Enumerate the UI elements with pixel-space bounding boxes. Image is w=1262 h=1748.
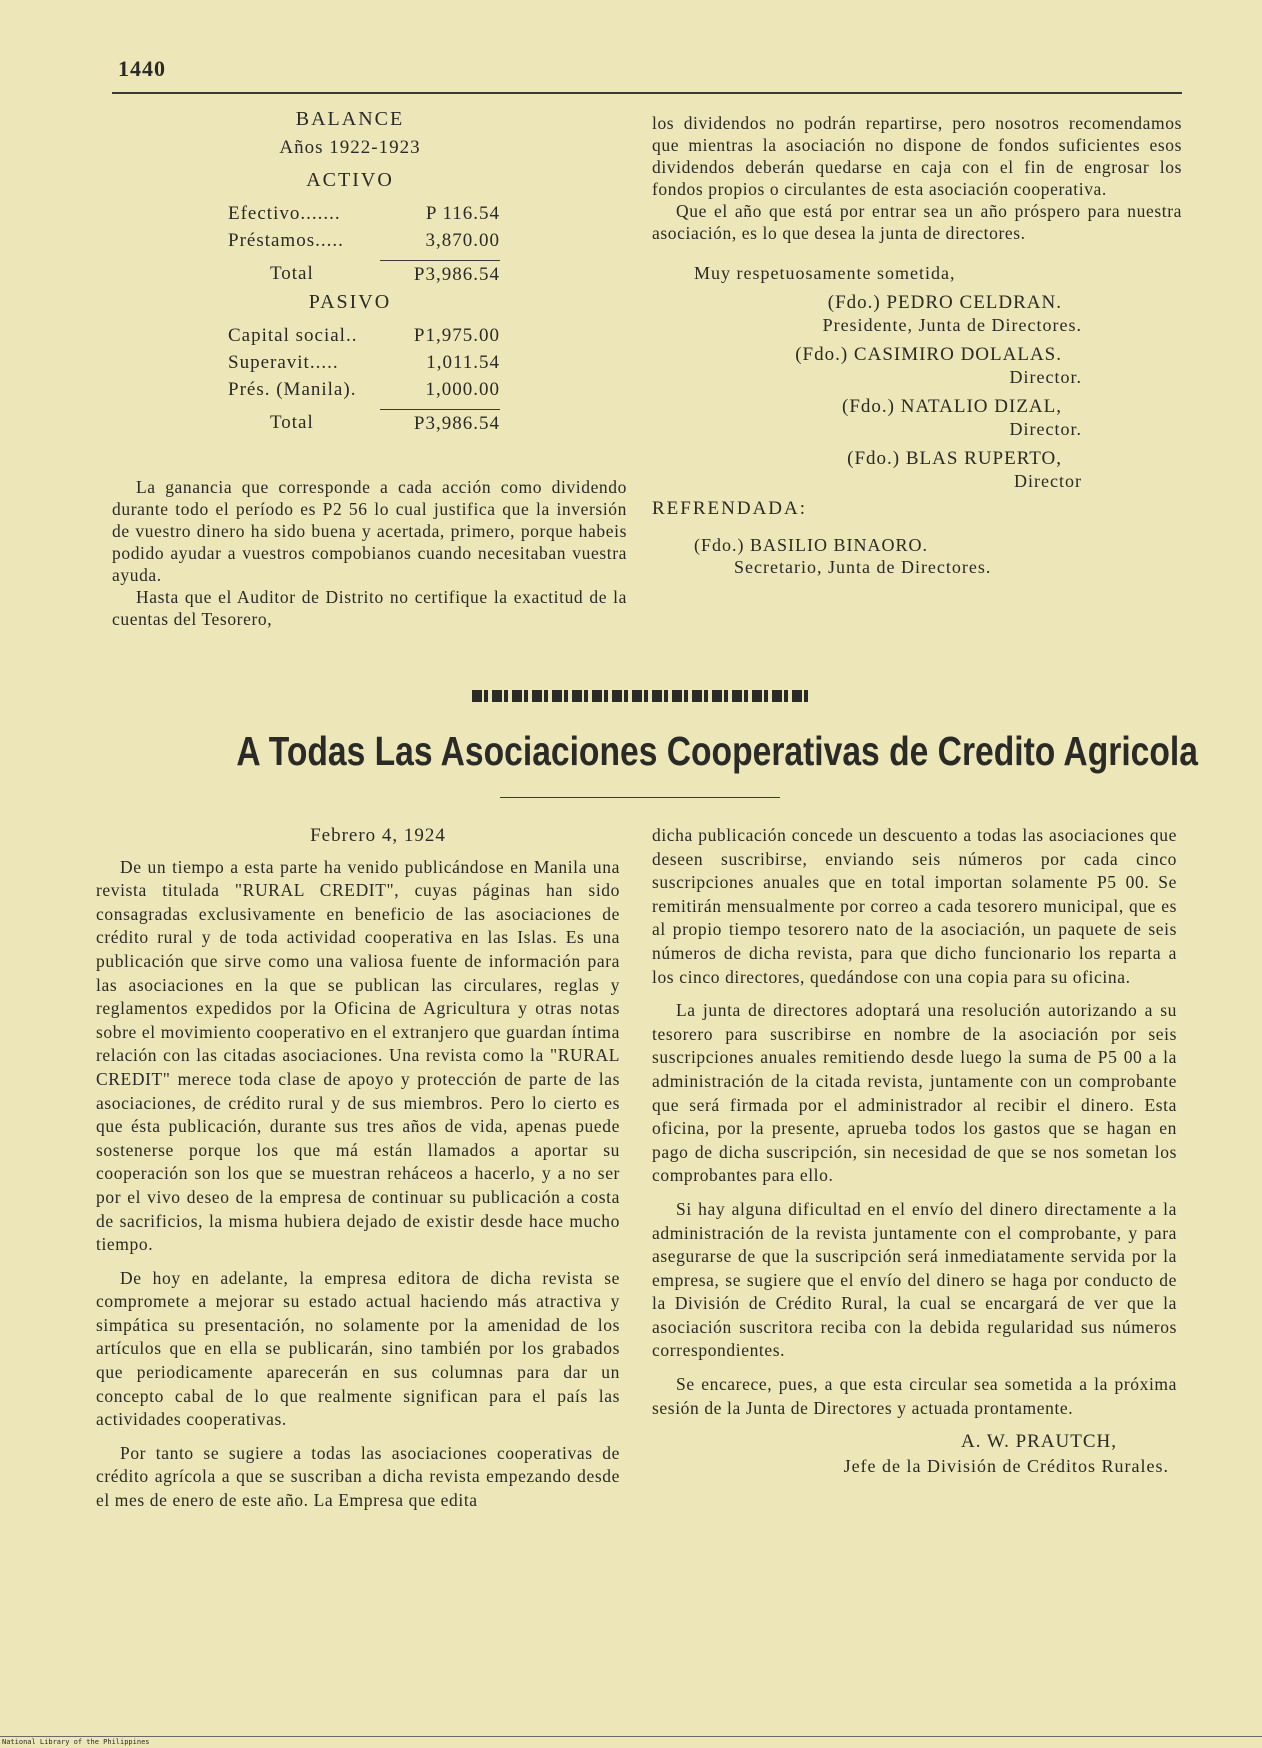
article-right-column bbox=[652, 824, 1177, 1478]
liability-amount: 1,000.00 bbox=[425, 379, 500, 400]
liability-amount: P1,975.00 bbox=[413, 325, 500, 346]
secretary-name: (Fdo.) BASILIO BINAORO. bbox=[694, 535, 928, 555]
assets-heading: ACTIVO bbox=[306, 169, 394, 191]
liabilities-total-row bbox=[200, 409, 500, 436]
liability-label: Capital social.. bbox=[228, 325, 358, 346]
report-paragraph: Que el año que está por entrar sea un año próspero para nuestra asociación, es lo que desea la junta de directores. bbox=[652, 201, 1182, 243]
signature-role: Director. bbox=[1009, 367, 1082, 387]
article-left-column bbox=[96, 824, 620, 1523]
assets-total-label: Total bbox=[270, 263, 314, 284]
article-signature-role: Jefe de la División de Créditos Rurales. bbox=[843, 1456, 1169, 1477]
signature bbox=[652, 344, 1182, 388]
signature-role: Director bbox=[1014, 471, 1082, 491]
assets-total-amount: P3,986.54 bbox=[380, 260, 500, 287]
liability-row bbox=[200, 322, 500, 349]
page-number: 1440 bbox=[118, 56, 166, 81]
balance-years: Años 1922-1923 bbox=[279, 137, 421, 158]
article-paragraph: De hoy en adelante, la empresa editora de dicha revista se compromete a mejorar su estado actual haciendo más atractiva y simpática su presentación, no solamente por la amenidad de los artículos que en ella se publicarán, sino también por los grabados que periodicamente aparecerán en sus columnas para dar un concepto cabal de lo que realmente significan para el país las actividades cooperativas. bbox=[96, 1267, 620, 1430]
signature-name: (Fdo.) NATALIO DIZAL, bbox=[842, 396, 1062, 417]
signature-name: (Fdo.) PEDRO CELDRAN. bbox=[827, 292, 1062, 313]
liability-row bbox=[200, 349, 500, 376]
signature-role: Director. bbox=[1009, 419, 1082, 439]
secretary-role: Secretario, Junta de Directores. bbox=[734, 557, 992, 577]
asset-row bbox=[200, 227, 500, 254]
asset-label: Préstamos..... bbox=[228, 230, 344, 251]
asset-label: Efectivo....... bbox=[228, 203, 341, 224]
asset-amount: 3,870.00 bbox=[425, 230, 500, 251]
signature-name: (Fdo.) CASIMIRO DOLALAS. bbox=[795, 344, 1062, 365]
asset-row bbox=[200, 200, 500, 227]
signature bbox=[652, 448, 1182, 492]
liability-amount: 1,011.54 bbox=[426, 352, 500, 373]
refrendada-label: REFRENDADA: bbox=[652, 498, 808, 519]
signature bbox=[652, 396, 1182, 440]
article-signature-name: A. W. PRAUTCH, bbox=[961, 1431, 1117, 1453]
article-headline: A Todas Las Asociaciones Cooperativas de Credito Agricola bbox=[236, 728, 1198, 774]
headline-rule bbox=[500, 797, 780, 798]
asset-amount: P 116.54 bbox=[425, 203, 500, 224]
footer-rule bbox=[0, 1736, 1262, 1737]
article-paragraph: dicha publicación concede un descuento a todas las asociaciones que deseen suscribirse, enviando seis números por cada cinco suscripciones anuales que en total importan solamente P5 00. Se remitirán mensualmente por correo a cada tesorero municipal, que es al propio tiempo tesorero nato de la asociación, un paquete de seis números de dicha revista, para que dicho funcionario los reparta a los cinco directores, quedándose con una copia para su oficina. bbox=[652, 825, 1177, 987]
article-paragraph: De un tiempo a esta parte ha venido publicándose en Manila una revista titulada "RURAL CREDIT", cuyas páginas han sido consagradas exclusivamente en beneficio de las asociaciones de crédito rural y de toda actividad cooperativa en las Islas. Es una publicación que sirve como una valiosa fuente de información para las asociaciones en la que se publican las circulares, reglas y reglamentos expedidos por la Oficina de Agricultura y otras notas sobre el movimiento cooperativo en el extranjero que guardan íntima relación con las citadas asociaciones. Una revista como la "RURAL CREDIT" merece toda clase de apoyo y protección de parte de las asociaciones, de crédito rural y de sus miembros. Pero lo cierto es que ésta publicación, durante sus tres años de vida, apenas puede sostenerse porque los que má están llamados a aportar su cooperación son los que se muestran reháceos a hacerlo, y a no ser por el vivo deseo de la empresa de continuar su publicación a costa de sacrificios, la misma hubiera dejado de existir desde hace mucho tiempo. bbox=[96, 856, 620, 1255]
signature-role: Presidente, Junta de Directores. bbox=[822, 315, 1082, 335]
liabilities-total-amount: P3,986.54 bbox=[380, 409, 500, 436]
liability-label: Prés. (Manila). bbox=[228, 379, 357, 400]
ornamental-divider bbox=[472, 690, 810, 702]
article-signature bbox=[652, 1430, 1177, 1478]
balance-sheet bbox=[200, 108, 500, 436]
report-left-column bbox=[112, 476, 627, 630]
article-paragraph: Por tanto se sugiere a todas las asociaciones cooperativas de crédito agrícola a que se suscriban a dicha revista empezando desde el mes de enero de este año. La Empresa que edita bbox=[96, 1442, 620, 1511]
liability-label: Superavit..... bbox=[228, 352, 339, 373]
closing-line: Muy respetuosamente sometida, bbox=[694, 263, 956, 283]
report-paragraph: Hasta que el Auditor de Distrito no certifique la exactitud de la cuentas del Tesorero, bbox=[112, 587, 627, 629]
report-paragraph: los dividendos no podrán repartirse, pero nosotros recomendamos que mientras la asociación no dispone de fondos suficientes esos dividendos deberán quedarse en caja con el fin de engrosar los fondos propios o circulantes de esta asociación cooperativa. bbox=[652, 113, 1182, 199]
report-right-column bbox=[652, 112, 1182, 578]
report-paragraph: La ganancia que corresponde a cada acción como dividendo durante todo el período es P2 56 lo cual justifica que la inversión de vuestro dinero ha sido buena y acertada, primero, porque habeis podido ayudar a vuestros compobianos cuando necesitaban vuestra ayuda. bbox=[112, 477, 627, 585]
article-paragraph: La junta de directores adoptará una resolución autorizando a su tesorero para suscribirse en nombre de la asociación por seis suscripciones anuales remitiendo desde luego la suma de P5 00 a la administración de la citada revista, juntamente con un comprobante que será firmada por el administrador al recibir el dinero. Esta oficina, por la presente, aprueba todos los gastos que se hagan en pago de dicha suscripción, sin necesidad de que se nos sometan los comprobantes para ello. bbox=[652, 1000, 1177, 1186]
signature bbox=[652, 292, 1182, 336]
liabilities-total-label: Total bbox=[270, 412, 314, 433]
assets-total-row bbox=[200, 260, 500, 287]
liabilities-heading: PASIVO bbox=[308, 291, 392, 313]
footer-credit: National Library of the Philippines bbox=[2, 1738, 150, 1746]
signature-name: (Fdo.) BLAS RUPERTO, bbox=[847, 448, 1062, 469]
article-paragraph: Si hay alguna dificultad en el envío del dinero directamente a la administración de la revista juntamente con el comprobante, y para asegurarse de que la suscripción será inmediatamente servida por la empresa, se sugiere que el envío del dinero se haga por conducto de la División de Crédito Rural, la cual se encargará de ver que la asociación suscritora reciba con la debida regularidad sus números correspondientes. bbox=[652, 1198, 1177, 1361]
article-date: Febrero 4, 1924 bbox=[310, 825, 446, 846]
balance-title: BALANCE bbox=[295, 108, 405, 130]
liability-row bbox=[200, 376, 500, 403]
header-rule bbox=[112, 92, 1182, 94]
article-paragraph: Se encarece, pues, a que esta circular sea sometida a la próxima sesión de la Junta de Directores y actuada prontamente. bbox=[652, 1374, 1177, 1418]
secretary-signature bbox=[694, 534, 1182, 578]
